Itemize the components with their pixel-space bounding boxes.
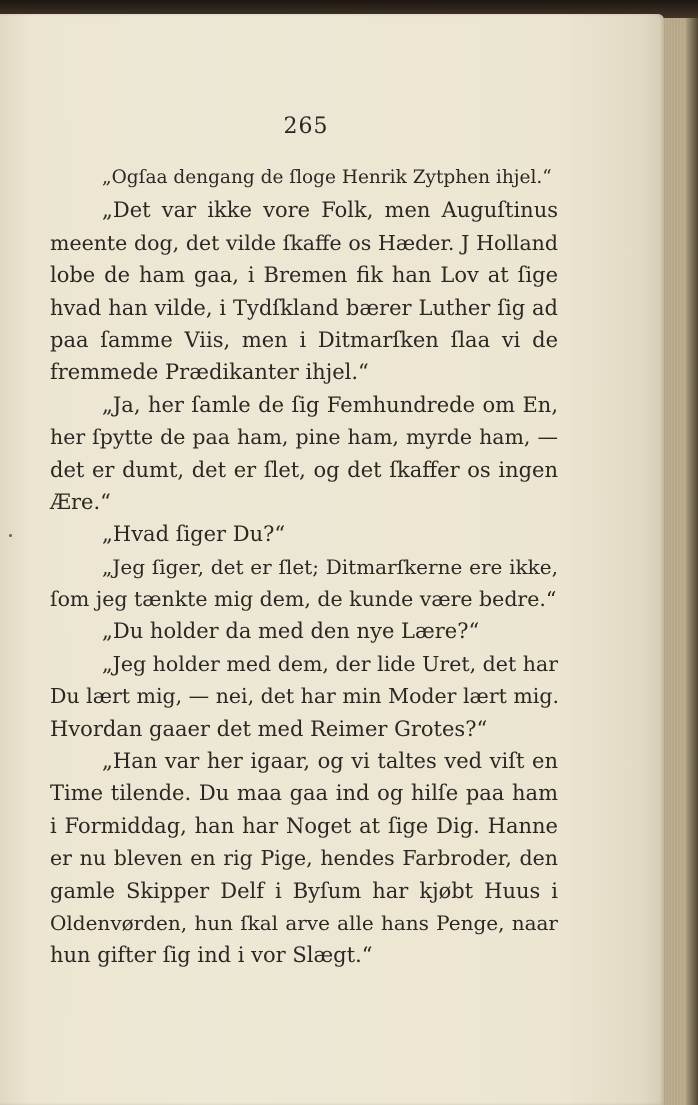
text-line: „Jeg ſiger, det er ſlet; Ditmarſkerne ere ikke, [102, 554, 558, 579]
text-line: „Du holder da med den nye Lære?“ [102, 619, 480, 644]
text-line: „Hvad ſiger Du?“ [102, 522, 286, 547]
text-line: hvad han vilde, i Tydſkland bærer Luther ſig ad [50, 295, 558, 320]
text-line: „Ogſaa dengang de ſloge Henrik Zytphen ihjel.“ [102, 167, 552, 188]
text-line: er nu bleven en rig Pige, hendes Farbroder, den [50, 846, 558, 871]
text-line: her ſpytte de paa ham, pine ham, myrde ham, — [50, 425, 558, 450]
text-line: „Jeg holder med dem, der lide Uret, det har [102, 651, 558, 676]
text-line: Hvordan gaaer det med Reimer Grotes?“ [50, 716, 488, 741]
text-line: Du lært mig, — nei, det har min Moder lært mig. [50, 684, 560, 709]
text-line: lobe de ham gaa, i Bremen fik han Lov at ſige [50, 263, 558, 288]
margin-speck [9, 534, 12, 537]
text-line: Oldenvørden, hun ſkal arve alle hans Penge, naar [50, 910, 558, 935]
text-line: „Han var her igaar, og vi taltes ved viſt en [102, 749, 558, 774]
text-line: ſom jeg tænkte mig dem, de kunde være bedre.“ [50, 587, 557, 612]
book-spine-shadow [686, 18, 698, 1105]
text-line: paa ſamme Viis, men i Ditmarſken ſlaa vi de [50, 327, 558, 352]
text-line: Time tilende. Du maa gaa ind og hilſe paa ham [50, 781, 558, 806]
text-line: Ære.“ [50, 489, 111, 514]
text-line: det er dumt, det er ſlet, og det ſkaffer os ingen [50, 457, 558, 482]
text-line: fremmede Prædikanter ihjel.“ [50, 360, 369, 385]
text-line: „Det var ikke vore Folk, men Auguſtinus [102, 198, 558, 223]
text-line: hun gifter ſig ind i vor Slægt.“ [50, 943, 373, 968]
page-number: 265 [283, 114, 329, 139]
text-line: meente dog, det vilde ſkaffe os Hæder. J Holland [50, 230, 558, 255]
text-line: i Formiddag, han har Noget at ſige Dig. Hanne [50, 813, 558, 838]
page-text [50, 162, 558, 972]
text-line: gamle Skipper Delf i Byſum har kjøbt Huus i [50, 878, 558, 903]
text-line: „Ja, her ſamle de ſig Femhundrede om En, [102, 392, 558, 417]
